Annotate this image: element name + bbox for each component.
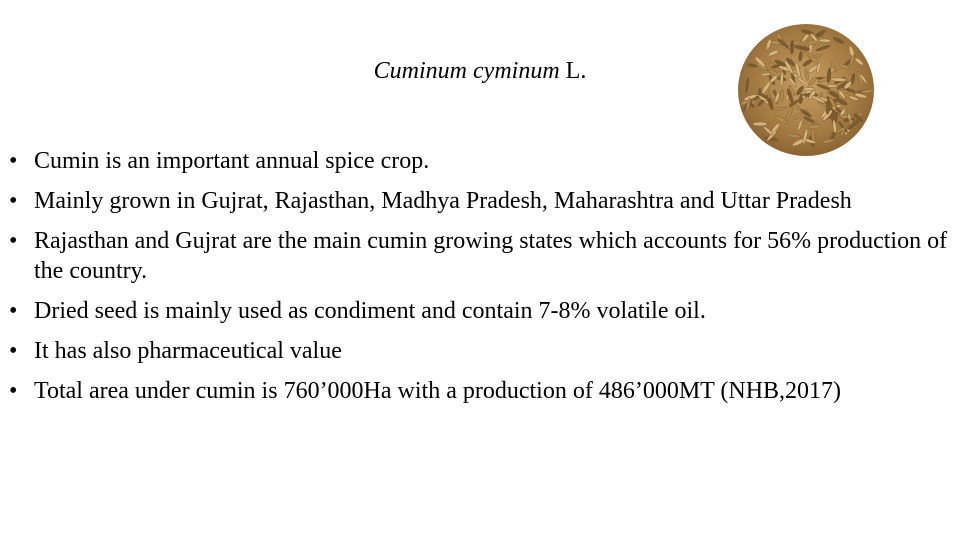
- scientific-name: Cuminum cyminum: [373, 58, 560, 84]
- cumin-seed: [826, 100, 830, 115]
- bullet-item: • Total area under cumin is 760’000Ha with a production of 486’000MT (NHB,2017): [0, 376, 950, 406]
- cumin-seed: [819, 39, 831, 43]
- bullet-item: • Mainly grown in Gujrat, Rajasthan, Madhya Pradesh, Maharashtra and Uttar Pradesh: [0, 186, 950, 216]
- cumin-seed: [790, 40, 794, 54]
- slide-title: [300, 56, 660, 86]
- taxon-authority: L.: [565, 58, 587, 84]
- bullet-item: • Cumin is an important annual spice crop.: [0, 146, 950, 176]
- bullet-item: • It has also pharmaceutical value: [0, 336, 950, 366]
- bullet-list: [0, 146, 950, 416]
- cumin-seed: [753, 122, 767, 126]
- cumin-seed-pile-icon: [730, 14, 882, 162]
- bullet-item: • Dried seed is mainly used as condiment and contain 7-8% volatile oil.: [0, 296, 950, 326]
- bullet-item: • Rajasthan and Gujrat are the main cumin growing states which accounts for 56% production of the country.: [0, 226, 950, 286]
